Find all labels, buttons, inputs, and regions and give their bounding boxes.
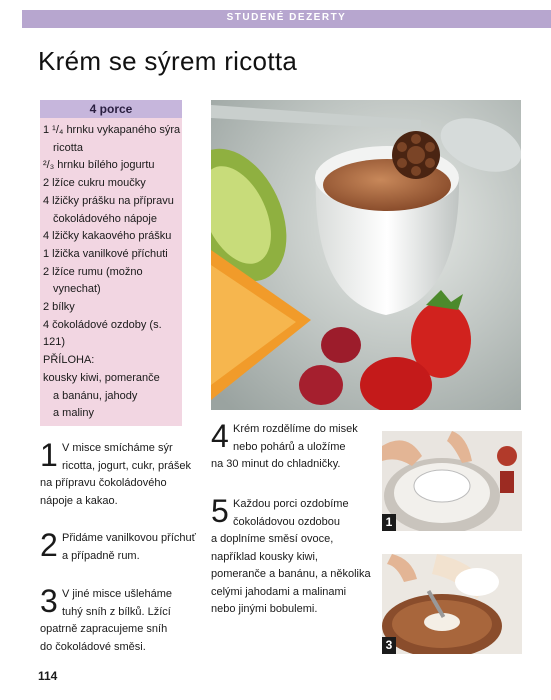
step-text: do čokoládové směsi. <box>40 640 146 653</box>
step-text: tuhý sníh z bílků. Lžící <box>62 605 171 618</box>
step-number: 4 <box>211 418 229 454</box>
dessert-photo <box>211 100 521 410</box>
section-band <box>22 10 551 28</box>
step-2 <box>40 527 200 565</box>
step-text: Přidáme vanilkovou příchuť <box>62 532 196 544</box>
step-photo-3 <box>382 554 522 654</box>
step-1 <box>40 437 200 510</box>
step-text: pomeranče a banánu, a několika <box>211 568 371 580</box>
step-text: čokoládovou ozdobou <box>233 515 341 528</box>
step-4 <box>211 418 376 474</box>
ingredient-line: 1 lžička vanilkové příchuti <box>43 247 168 260</box>
step-text: a případně rum. <box>62 549 140 562</box>
ingredient-line: ²/₃ hrnku bílého jogurtu <box>43 159 155 172</box>
step-text: Každou porci ozdobíme <box>233 498 349 510</box>
step-text: například kousky kiwi, <box>211 550 318 563</box>
ingredient-line: 2 lžíce rumu (možno <box>43 265 143 278</box>
step-photo-3-illustration <box>382 554 522 654</box>
step-photo-tag: 1 <box>382 514 396 531</box>
step-text: Krém rozdělíme do misek <box>233 423 358 435</box>
step-text: nebo jinými bobulemi. <box>211 603 318 615</box>
step-text: a doplníme směsí ovoce, <box>211 533 334 545</box>
ingredients-list <box>40 122 182 423</box>
step-text: celými jahodami a malinami <box>211 585 347 598</box>
step-text: na přípravu čokoládového <box>40 477 167 489</box>
recipe-title: Krém se sýrem ricotta <box>38 46 298 76</box>
step-text: opatrně zapracujeme sníh <box>40 623 168 635</box>
step-photo-1 <box>382 431 522 531</box>
ingredient-line: čokoládového nápoje <box>53 212 157 225</box>
step-text: V misce smícháme sýr <box>62 442 173 454</box>
step-number: 1 <box>40 437 58 473</box>
step-photo-1-illustration <box>382 431 522 531</box>
ingredient-line: PŘÍLOHA: <box>43 354 95 367</box>
step-5 <box>211 493 376 619</box>
dessert-photo-illustration <box>211 100 521 410</box>
ingredient-line: a maliny <box>53 407 94 420</box>
ingredient-line: vynechat) <box>53 283 101 296</box>
page-number: 114 <box>38 669 58 683</box>
step-number: 5 <box>211 493 229 529</box>
ingredient-line: 2 bílky <box>43 301 75 314</box>
ingredient-line: a banánu, jahody <box>53 389 138 402</box>
header-bar <box>0 0 551 32</box>
ingredient-line: 1 ¹/₄ hrnku vykapaného sýra <box>43 124 181 136</box>
step-text: V jiné misce ušleháme <box>62 588 173 600</box>
step-text: ricotta, jogurt, cukr, prášek <box>62 459 191 472</box>
step-3 <box>40 583 200 656</box>
ingredient-line: ricotta <box>53 141 83 154</box>
step-photo-tag: 3 <box>382 637 396 654</box>
step-number: 2 <box>40 527 58 563</box>
ingredients-box <box>40 100 182 426</box>
step-text: nebo pohárů a uložíme <box>233 440 346 453</box>
ingredient-line: 4 lžičky prášku na přípravu <box>43 194 174 207</box>
ingredient-line: 2 lžíce cukru moučky <box>43 177 146 190</box>
ingredient-line: kousky kiwi, pomeranče <box>43 371 160 384</box>
step-number: 3 <box>40 583 58 619</box>
section-title: STUDENÉ DEZERTY <box>226 12 347 23</box>
step-text: nápoje a kakao. <box>40 494 118 507</box>
step-text: na 30 minut do chladničky. <box>211 458 341 470</box>
ingredient-line: 4 lžičky kakaového prášku <box>43 230 172 243</box>
portion-label: 4 porce <box>40 100 182 118</box>
ingredient-line: 4 čokoládové ozdoby (s. 121) <box>43 318 162 349</box>
